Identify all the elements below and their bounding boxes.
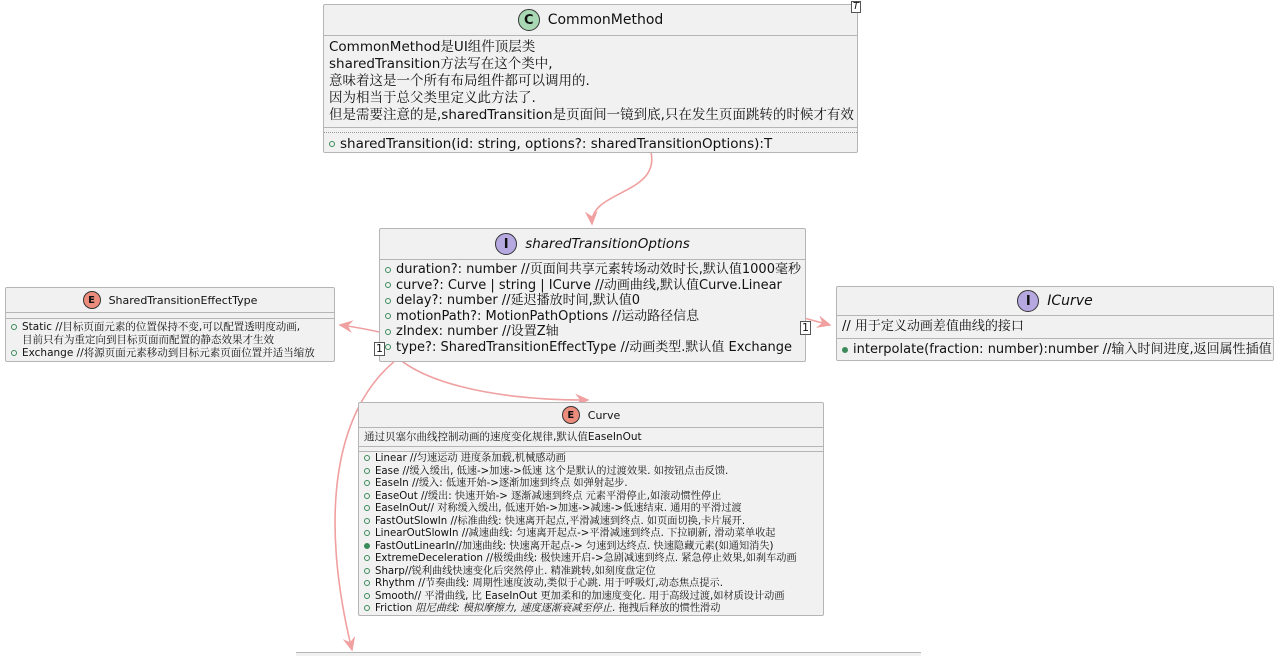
commonmethod-method: sharedTransition(id: string, options?: sharedTransitionOptions):T bbox=[324, 133, 857, 156]
class-badge-icon: C bbox=[518, 9, 540, 31]
multiplicity-icurve: 1 bbox=[802, 321, 809, 334]
field-row: curve?: Curve | string | ICurve //动画曲线,默认值Curve.Linear bbox=[385, 278, 800, 294]
enum-value-icon bbox=[11, 324, 17, 330]
commonmethod-notes bbox=[324, 36, 857, 127]
enum-value-icon bbox=[364, 493, 370, 499]
enum-item: EaseIn //缓入: 低速开始->逐渐加速到终点 如弹射起步. bbox=[364, 478, 818, 491]
enum-value-icon bbox=[364, 555, 370, 561]
field-icon bbox=[385, 313, 391, 319]
field-icon bbox=[385, 267, 391, 273]
options-fields bbox=[380, 260, 805, 357]
curve-enum-box bbox=[358, 402, 824, 616]
enum-value-icon bbox=[364, 518, 370, 524]
effect-type-header bbox=[6, 288, 334, 312]
options-title: sharedTransitionOptions bbox=[525, 236, 690, 252]
enum-badge-icon: E bbox=[83, 291, 101, 309]
curve-title: Curve bbox=[587, 408, 621, 422]
field-row: motionPath?: MotionPathOptions //运动路径信息 bbox=[385, 309, 800, 325]
icurve-note: // 用于定义动画差值曲线的接口 bbox=[842, 319, 1024, 334]
enum-value-icon bbox=[11, 350, 17, 356]
enum-item: LinearOutSlowIn //减速曲线: 匀速离开起点->平滑减速到终点. 下拉刷新, 滑动菜单收起 bbox=[364, 528, 818, 541]
enum-item: Rhythm //节奏曲线: 周期性速度波动,类似于心跳. 用于呼吸灯,动态焦点提示. bbox=[364, 578, 818, 591]
curve-note: 通过贝塞尔曲线控制动画的速度变化规律,默认值EaseInOut bbox=[364, 431, 642, 443]
effect-type-title: SharedTransitionEffectType bbox=[108, 293, 258, 307]
field-row: type?: SharedTransitionEffectType //动画类型.默认值 Exchange bbox=[385, 340, 800, 356]
enum-item: FastOutLinearIn//加速曲线: 快速离开起点-> 匀速到达终点. 快速隐藏元素(如通知消失) bbox=[364, 541, 818, 554]
note-line: CommonMethod是UI组件顶层类 bbox=[329, 39, 536, 55]
enum-value-icon bbox=[364, 580, 370, 586]
enum-item: Linear //匀速运动 进度条加载,机械感动画 bbox=[364, 453, 818, 466]
enum-value-icon bbox=[364, 593, 370, 599]
note-line: sharedTransition方法写在这个类中, bbox=[329, 56, 553, 72]
enum-value-icon bbox=[364, 605, 370, 611]
enum-item-continuation: 目前只有为重定向到目标页面而配置的静态效果才生效 bbox=[22, 334, 274, 346]
commonmethod-header bbox=[324, 5, 857, 35]
field-row: duration?: number //页面间共享元素转场动效时长,默认值1000毫秒 bbox=[385, 262, 800, 278]
enum-item: EaseOut //缓出: 快速开始-> 逐渐减速到终点 元素平滑停止,如滚动惯性停止 bbox=[364, 491, 818, 504]
options-header bbox=[380, 229, 805, 259]
enum-item: Ease //缓入缓出, 低速->加速->低速 这个是默认的过渡效果. 如按钮点击反馈. bbox=[364, 466, 818, 479]
effect-type-enum-box bbox=[5, 287, 335, 362]
enum-item: Smooth// 平滑曲线, 比 EaseInOut 更加柔和的加速度变化. 用于高级过渡,如材质设计动画 bbox=[364, 591, 818, 604]
note-line: 因为相当于总父类里定义此方法了. bbox=[329, 90, 536, 106]
enum-item: Exchange //将源页面元素移动到目标元素页面位置并适当缩放 bbox=[11, 347, 329, 360]
field-row: delay?: number //延迟播放时间,默认值0 bbox=[385, 293, 800, 309]
note-line: 但是需要注意的是,sharedTransition是页面间一镜到底,只在发生页面跳转的时候才有效 bbox=[329, 107, 854, 123]
enum-value-icon bbox=[364, 568, 370, 574]
effect-type-items bbox=[6, 319, 334, 362]
field-icon bbox=[385, 298, 391, 304]
icurve-interface-box bbox=[836, 286, 1274, 361]
enum-value-icon bbox=[364, 468, 370, 474]
field-icon bbox=[385, 344, 391, 350]
field-icon bbox=[385, 329, 391, 335]
curve-header bbox=[359, 403, 823, 427]
enum-value-icon bbox=[364, 480, 370, 486]
enum-item: Sharp//锐利曲线快速变化后突然停止. 精准跳转,如刻度盘定位 bbox=[364, 566, 818, 579]
commonmethod-title: CommonMethod bbox=[547, 12, 664, 28]
multiplicity-effect-type: 1 bbox=[376, 342, 383, 355]
enum-item: Static //目标页面元素的位置保持不变,可以配置透明度动画, bbox=[11, 321, 329, 334]
enum-item: FastOutSlowIn //标准曲线: 快速离开起点,平滑减速到终点. 如页面切换,卡片展开. bbox=[364, 516, 818, 529]
enum-value-icon bbox=[364, 543, 370, 549]
offscreen-box-top-edge bbox=[296, 652, 921, 656]
public-method-icon bbox=[842, 347, 848, 353]
note-line: 意味着这是一个所有布局组件都可以调用的. bbox=[329, 73, 590, 89]
shared-transition-options-interface-box bbox=[379, 228, 806, 362]
curve-items bbox=[359, 452, 823, 617]
enum-item: ExtremeDeceleration //极缓曲线: 极快速开启->急剧减速到终点. 紧急停止效果,如刹车动画 bbox=[364, 553, 818, 566]
enum-value-icon bbox=[364, 455, 370, 461]
icurve-title: ICurve bbox=[1047, 293, 1093, 309]
field-icon bbox=[385, 282, 391, 288]
enum-item: EaseInOut// 对称缓入缓出, 低速开始->加速->减速->低速结束. 通用的平滑过渡 bbox=[364, 503, 818, 516]
interface-badge-icon: I bbox=[495, 233, 517, 255]
link-commonmethod-to-options bbox=[592, 152, 652, 224]
field-row: zIndex: number //设置Z轴 bbox=[385, 324, 800, 340]
public-method-icon bbox=[329, 141, 335, 147]
enum-value-icon bbox=[364, 530, 370, 536]
icurve-header bbox=[837, 287, 1273, 315]
icurve-method: interpolate(fraction: number):number //输入时间进度,返回属性插值 bbox=[837, 339, 1273, 361]
template-param-label: T bbox=[852, 1, 859, 12]
interface-badge-icon: I bbox=[1017, 290, 1039, 312]
enum-value-icon bbox=[364, 505, 370, 511]
enum-item: Friction 阻尼曲线: 模拟摩擦力, 速度逐渐衰减至停止. 拖拽后释放的惯性滑动 bbox=[364, 603, 818, 616]
enum-badge-icon: E bbox=[562, 406, 580, 424]
commonmethod-class-box bbox=[323, 1, 859, 153]
